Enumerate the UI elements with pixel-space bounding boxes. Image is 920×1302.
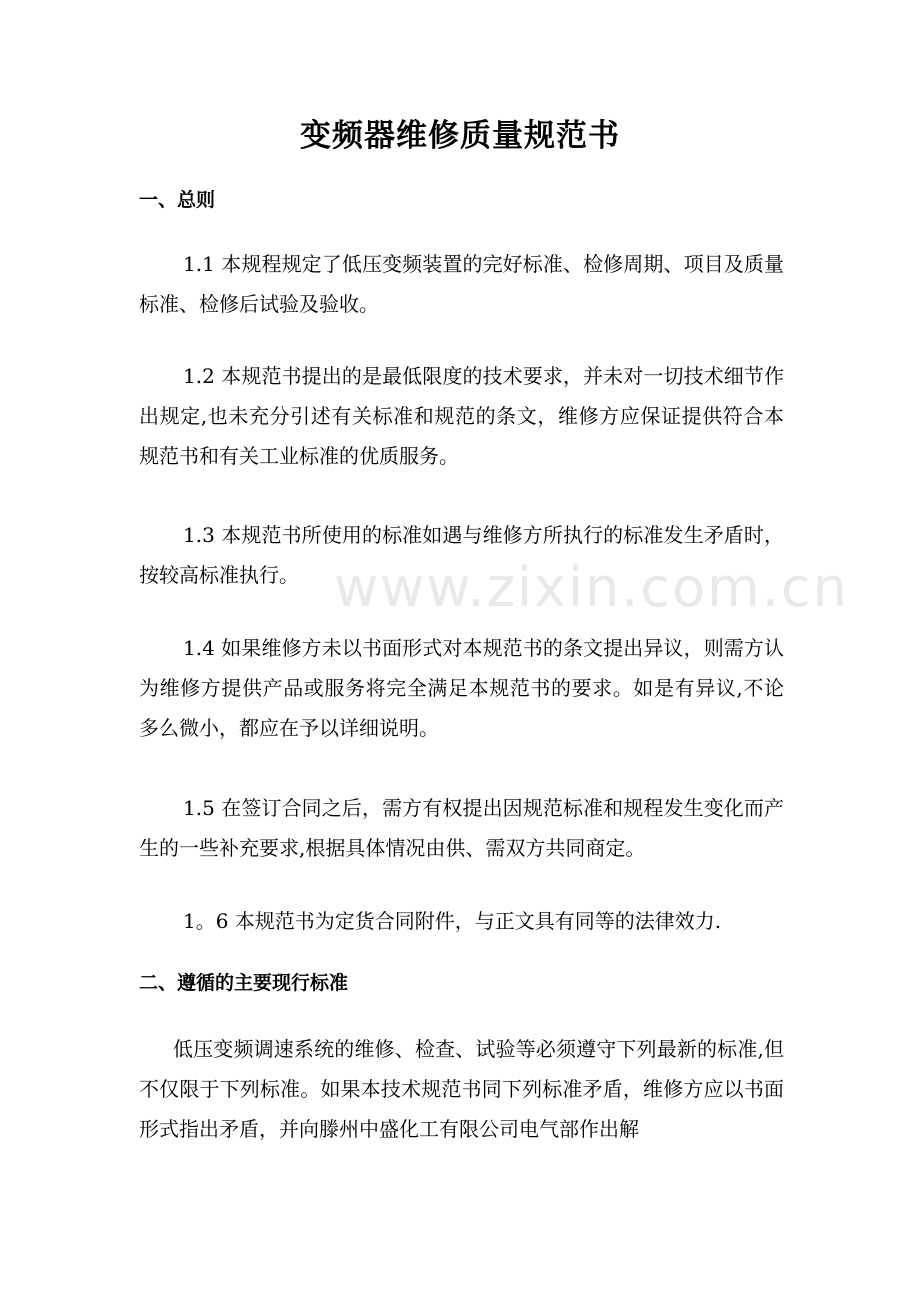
- section-heading-standards: 二、遵循的主要现行标准: [139, 972, 349, 994]
- section-heading-general: 一、总则: [139, 189, 216, 211]
- watermark: www.zixin.com.cn: [334, 556, 849, 619]
- clause-1-3: 1.3 本规范书所使用的标准如遇与维修方所执行的标准发生矛盾时，按较高标准执行。: [139, 523, 784, 587]
- standards-paragraph: 低压变频调速系统的维修、检查、试验等必须遵守下列最新的标准,但不仅限于下列标准。如果本技术规范书同下列标准矛盾，维修方应以书面形式指出矛盾，并向滕州中盛化工有限公司电气部作出解: [139, 1037, 784, 1141]
- clause-1-2: 1.2 本规范书提出的是最低限度的技术要求，并未对一切技术细节作出规定,也未充分引述有关标准和规范的条文，维修方应保证提供符合本规范书和有关工业标准的优质服务。: [139, 364, 784, 468]
- document-title: 变频器维修质量规范书: [300, 118, 620, 154]
- clause-1-6: 1。6 本规范书为定货合同附件，与正文具有同等的法律效力.: [183, 909, 722, 933]
- clause-1-1: 1.1 本规程规定了低压变频装置的完好标准、检修周期、项目及质量标准、检修后试验及验收。: [139, 252, 784, 316]
- clause-1-4: 1.4 如果维修方未以书面形式对本规范书的条文提出异议，则需方认为维修方提供产品或服务将完全满足本规范书的要求。如是有异议,不论多么微小，都应在予以详细说明。: [139, 636, 784, 740]
- clause-1-5: 1.5 在签订合同之后，需方有权提出因规范标准和规程发生变化而产生的一些补充要求,根据具体情况由供、需双方共同商定。: [139, 796, 784, 860]
